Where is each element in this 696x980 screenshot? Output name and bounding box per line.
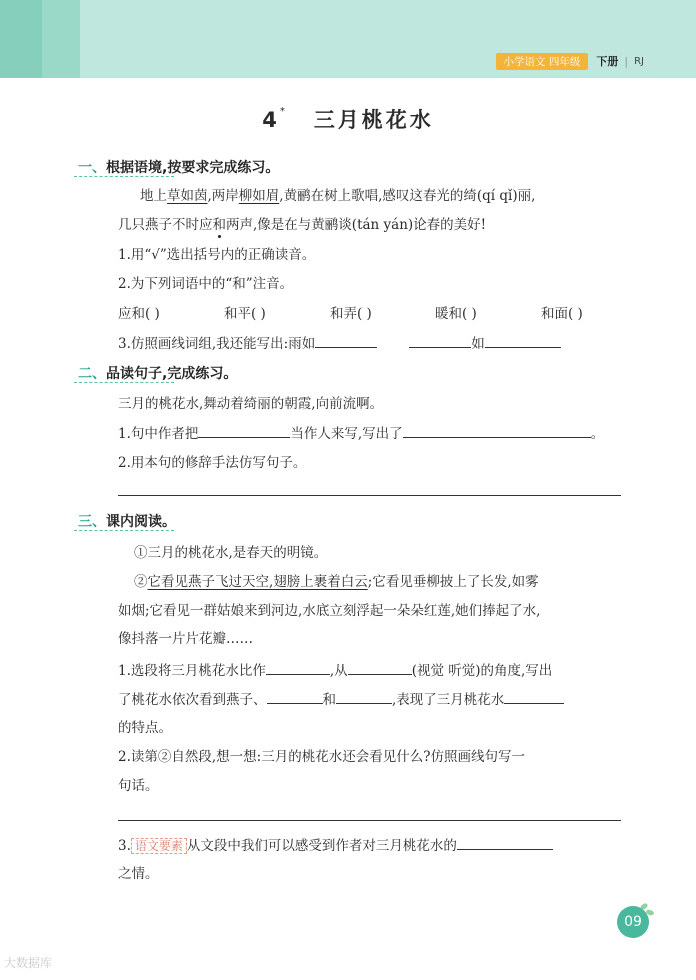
s1-question-2: 2.为下列词语中的“和”注音。 — [118, 276, 294, 292]
s1-word-2[interactable]: 和平( ) — [224, 306, 266, 322]
s3-question-1-line-2: 了桃花水依次看到燕子、 和 ,表现了三月桃花水 — [118, 688, 564, 708]
s2-answer-line[interactable] — [118, 495, 621, 496]
s3-paragraph-2-line-3: 像抖落一片片花瓣…… — [118, 631, 253, 647]
subject-badge: 小学语文 四年级 — [496, 53, 589, 70]
section-2-number: 二、 — [78, 366, 106, 382]
s1-passage-line-2: 几只燕子不时应和两声,像是在与黄鹂谈(tán yán)论春的美好! — [118, 217, 487, 233]
s1-question-1: 1.用“√”选出括号内的正确读音。 — [118, 247, 316, 263]
s3-paragraph-2-line-1: ②它看见燕子飞过天空,翅膀上裹着白云;它看见垂柳披上了长发,如雾 — [134, 574, 539, 590]
section-1-heading — [78, 157, 279, 177]
s3-question-3-line-2: 之情。 — [118, 866, 159, 882]
s1-q3-blank-3[interactable] — [485, 334, 561, 348]
s2-q1-blank-1[interactable] — [198, 424, 290, 438]
s1-word-3[interactable]: 和弄( ) — [330, 306, 372, 322]
underline-phrase-1: 草如茵 — [167, 188, 208, 204]
lesson-star: * — [279, 106, 286, 117]
s3-question-3-line-1: 3. 语文要素 从文段中我们可以感受到作者对三月桃花水的 — [118, 834, 553, 854]
s3-question-2-line-2: 句话。 — [118, 778, 159, 794]
s1-question-3: 3.仿照画线词组,我还能写出:雨如 如 — [118, 332, 561, 352]
section-1-divider — [74, 176, 174, 177]
header-separator: | — [624, 54, 629, 68]
s3-q1-blank-1[interactable] — [266, 661, 330, 675]
underline-phrase-2: 柳如眉 — [238, 188, 280, 204]
s3-underlined-sentence: 它看见燕子飞过天空,翅膀上裹着白云 — [147, 574, 368, 590]
s3-question-2-line-1: 2.读第②自然段,想一想:三月的桃花水还会看见什么?仿照画线句写一 — [118, 749, 525, 765]
edition-label: RJ — [634, 55, 644, 67]
s3-answer-line[interactable] — [118, 820, 621, 821]
s1-passage-line-1: 地上草如茵,两岸柳如眉,黄鹂在树上歌唱,感叹这春光的绮(qí qǐ)丽, — [140, 188, 536, 204]
section-1-title: 根据语境,按要求完成练习。 — [106, 160, 280, 176]
s1-q3-blank-1[interactable] — [315, 334, 377, 348]
s3-q1-blank-5[interactable] — [504, 690, 564, 704]
section-2-divider — [74, 382, 174, 383]
section-1-number: 一、 — [78, 160, 106, 176]
section-2-heading — [78, 363, 237, 383]
s2-q1-blank-2[interactable] — [403, 424, 591, 438]
header-band-accent-inner — [42, 0, 80, 78]
s1-word-5[interactable]: 和面( ) — [541, 306, 583, 322]
page-number: 09 — [617, 906, 649, 938]
s1-q3-blank-2[interactable] — [409, 334, 471, 348]
s3-paragraph-2-line-2: 如烟;它看见一群姑娘来到河边,水底立刻浮起一朵朵红莲,她们捧起了水, — [118, 603, 541, 619]
lesson-name: 三月桃花水 — [313, 108, 434, 132]
s3-q1-blank-4[interactable] — [336, 690, 392, 704]
volume-label: 下册 — [596, 55, 619, 68]
s3-question-1-line-1: 1.选段将三月桃花水比作 ,从 (视觉 听觉)的角度,写出 — [118, 663, 553, 679]
s1-word-1[interactable]: 应和( ) — [118, 306, 160, 322]
section-3-divider — [74, 530, 174, 531]
dotted-char-he: 和 — [212, 217, 226, 233]
s3-question-1-line-3: 的特点。 — [118, 720, 172, 736]
s1-word-4[interactable]: 暖和( ) — [435, 306, 477, 322]
lesson-number: 4 — [262, 108, 278, 132]
s2-question-1: 1.句中作者把 当作人来写,写出了 。 — [118, 426, 605, 442]
page-title — [0, 104, 696, 134]
language-element-tag: 语文要素 — [131, 838, 187, 854]
section-3-heading — [78, 511, 176, 531]
s3-q1-blank-3[interactable] — [267, 690, 323, 704]
section-2-title: 品读句子,完成练习。 — [106, 366, 238, 382]
section-3-title: 课内阅读。 — [106, 514, 176, 530]
s3-paragraph-1: ①三月的桃花水,是春天的明镜。 — [134, 545, 328, 561]
watermark: 大数据库 — [4, 956, 53, 970]
s3-q1-blank-2[interactable] — [348, 661, 412, 675]
s2-sentence: 三月的桃花水,舞动着绮丽的朝霞,向前流啊。 — [118, 396, 384, 412]
section-3-number: 三、 — [78, 514, 106, 530]
s2-question-2: 2.用本句的修辞手法仿写句子。 — [118, 455, 307, 471]
page-header — [496, 52, 644, 70]
s3-q3-blank[interactable] — [457, 836, 553, 850]
